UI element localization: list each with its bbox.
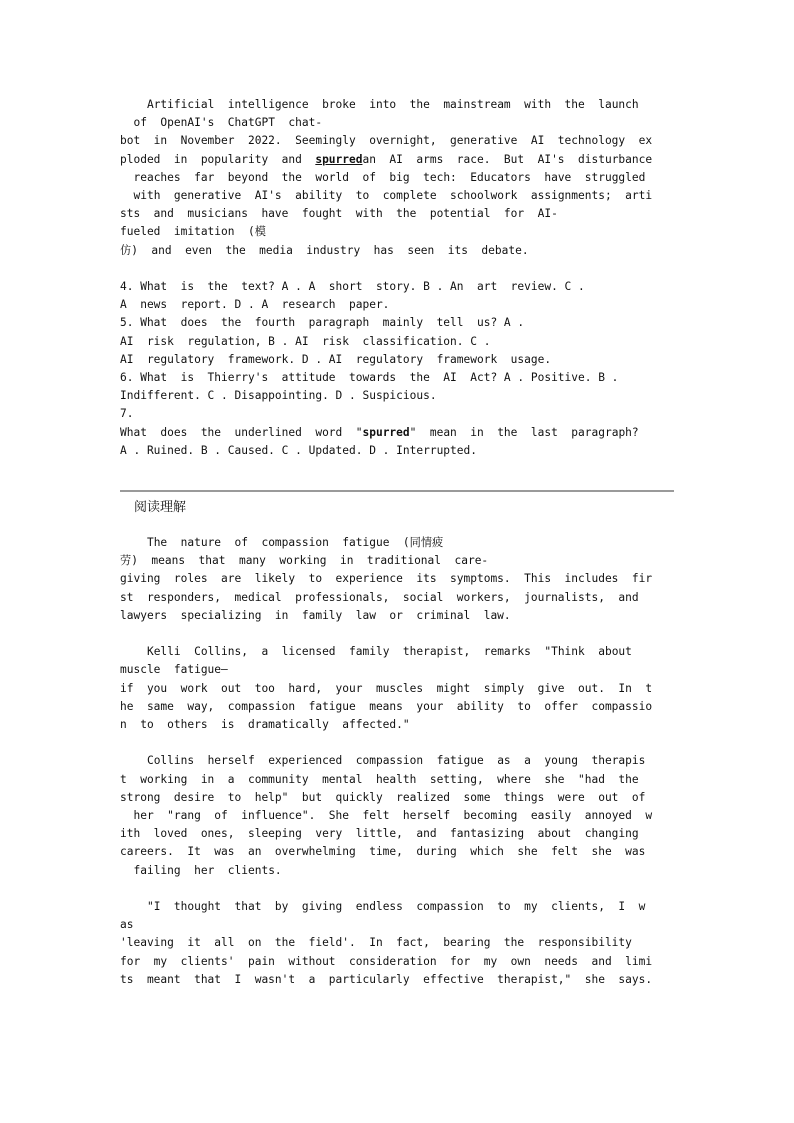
passage-2-line: 劳) means that many working in traditional care-: [120, 554, 489, 568]
passage-2-line: The nature of compassion fatigue (同情疲: [120, 536, 444, 549]
passage-2-line: Kelli Collins, a licensed family therapist, remarks "Think about: [120, 645, 632, 659]
passage-2-line: n to others is dramatically affected.": [120, 718, 410, 732]
question-4-options: A news report. D . A research paper.: [120, 298, 390, 312]
passage-2-line: st responders, medical professionals, social workers, journalists, and: [120, 590, 639, 604]
passage-1: [120, 96, 674, 460]
passage-2-line: he same way, compassion fatigue means your ability to offer compassio: [120, 699, 653, 713]
passage-2-line: t working in a community mental health setting, where she "had the: [120, 772, 639, 786]
question-4-line: 4. What is the text? A . A short story. B . An art review. C .: [120, 280, 585, 294]
question-5-options: AI regulatory framework. D . AI regulatory framework usage.: [120, 352, 552, 366]
passage-2-line: if you work out too hard, your muscles might simply give out. In t: [120, 681, 653, 695]
question-5-options: AI risk regulation, B . AI risk classification. C .: [120, 334, 491, 348]
question-7-options: A . Ruined. B . Caused. C . Updated. D . Interrupted.: [120, 443, 477, 457]
passage-2-line: for my clients' pain without consideration for my own needs and limi: [120, 954, 653, 968]
passage-2: [120, 534, 674, 989]
question-5-line: 5. What does the fourth paragraph mainly tell us? A .: [120, 316, 525, 330]
passage-2-line: ith loved ones, sleeping very little, and fantasizing about changing: [120, 827, 639, 841]
question-7-line: [120, 424, 674, 442]
passage-2-line: lawyers specializing in family law or criminal law.: [120, 608, 511, 622]
passage-2-line: as: [120, 918, 134, 932]
passage-1-line: fueled imitation (模: [120, 225, 266, 239]
passage-1-line: of OpenAI's ChatGPT chat-: [120, 116, 323, 130]
passage-1-line: reaches far beyond the world of big tech: Educators have struggled: [120, 170, 646, 184]
question-7-word: spurred: [362, 425, 410, 439]
passage-2-line: 'leaving it all on the field'. In fact, bearing the responsibility: [120, 936, 632, 950]
passage-2-line: strong desire to help" but quickly realized some things were out of: [120, 790, 646, 804]
passage-1-line: [120, 151, 674, 169]
passage-1-text: an AI arms race. But AI's disturbance: [362, 152, 653, 166]
passage-2-line: Collins herself experienced compassion fatigue as a young therapis: [120, 754, 646, 768]
question-6-options: Indifferent. C . Disappointing. D . Suspicious.: [120, 389, 437, 403]
passage-1-line: bot in November 2022. Seemingly overnight, generative AI technology ex: [120, 134, 653, 148]
passage-2-line: careers. It was an overwhelming time, during which she felt she was: [120, 845, 646, 859]
passage-2-line: failing her clients.: [120, 863, 282, 877]
passage-1-line: sts and musicians have fought with the potential for AI-: [120, 207, 558, 221]
question-7-number: 7.: [120, 407, 134, 421]
question-7-text: " mean in the last paragraph?: [409, 425, 639, 439]
passage-1-line: Artificial intelligence broke into the mainstream with the launch: [120, 98, 639, 111]
section-divider: [120, 490, 674, 492]
passage-2-line: ts meant that I wasn't a particularly effective therapist," she says.: [120, 972, 653, 986]
question-7-text: What does the underlined word ": [120, 425, 363, 439]
section-title: 阅读理解: [134, 500, 187, 515]
passage-1-line: 仿) and even the media industry has seen its debate.: [120, 243, 529, 257]
passage-1-text: ploded in popularity and: [120, 152, 316, 166]
question-6-line: 6. What is Thierry's attitude towards the AI Act? A . Positive. B .: [120, 371, 619, 385]
passage-2-line: "I thought that by giving endless compassion to my clients, I w: [120, 900, 646, 914]
passage-2-line: muscle fatigue—: [120, 663, 228, 677]
passage-2-line: giving roles are likely to experience its symptoms. This includes fir: [120, 572, 653, 586]
passage-1-line: with generative AI's ability to complete schoolwork assignments; arti: [120, 189, 653, 203]
passage-2-line: her "rang of influence". She felt herself becoming easily annoyed w: [120, 809, 653, 823]
underlined-word: spurred: [315, 152, 363, 166]
